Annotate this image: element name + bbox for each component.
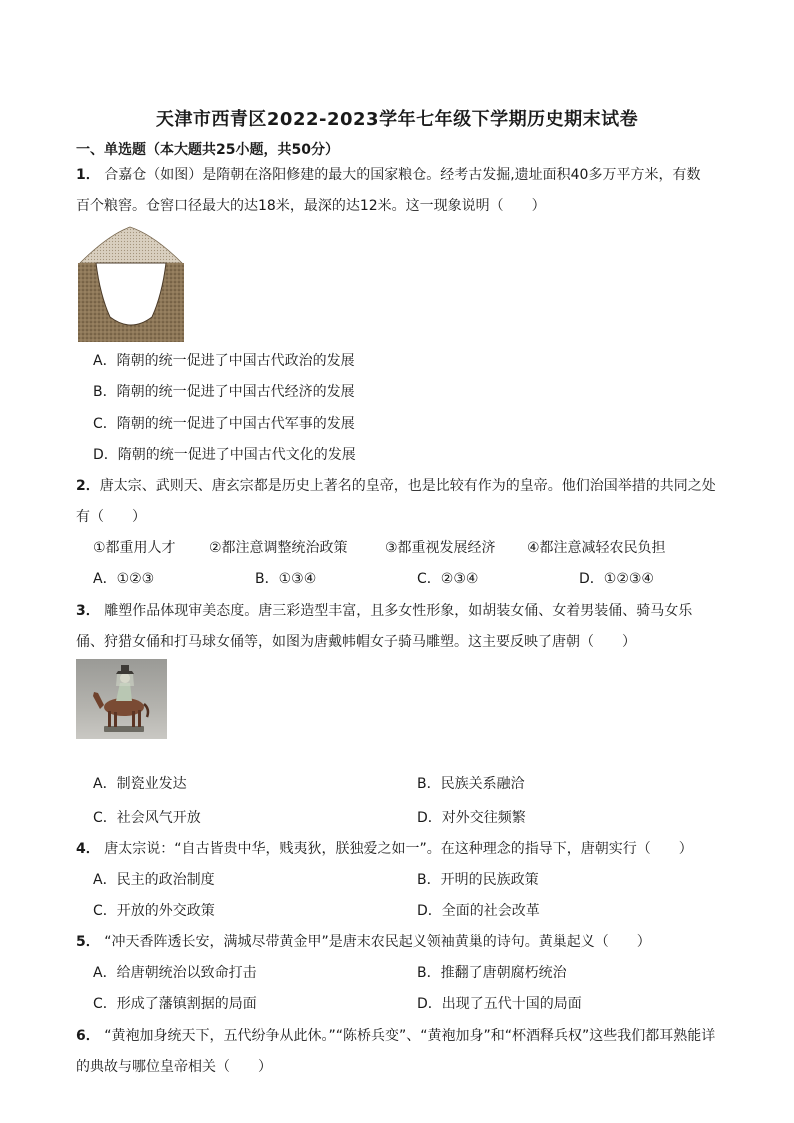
question-3-line-1	[76, 601, 692, 621]
question-number: 3．	[76, 603, 100, 619]
question-6-line-1	[76, 1026, 715, 1046]
option-1a: A．隋朝的统一促进了中国古代政治的发展	[93, 353, 355, 369]
question-4-line-1	[76, 839, 693, 859]
option-5b: B．推翻了唐朝腐朽统治	[417, 965, 567, 981]
option-2d: D．①②③④	[579, 571, 654, 587]
question-text: 合嘉仓（如图）是隋朝在洛阳修建的最大的国家粮仓。经考古发掘,遗址面积40多万平方米，有数	[104, 167, 701, 183]
statement-3: ③都重视发展经济	[385, 540, 496, 556]
question-number: 6．	[76, 1028, 100, 1044]
statement-4: ④都注意减轻农民负担	[527, 540, 666, 556]
option-4d: D．全面的社会改革	[417, 903, 540, 919]
option-5d: D．出现了五代十国的局面	[417, 996, 582, 1012]
question-text: “黄袍加身统天下，五代纷争从此休。”“陈桥兵变”、“黄袍加身”和“杯酒释兵权”这些我们都耳熟能详	[104, 1028, 716, 1044]
option-1c: C．隋朝的统一促进了中国古代军事的发展	[93, 416, 355, 432]
question-text: 唐太宗、武则天、唐玄宗都是历史上著名的皇帝，也是比较有作为的皇帝。他们治国举措的共同之处	[99, 478, 716, 494]
option-4c: C．开放的外交政策	[93, 903, 215, 919]
question-2-line-1	[76, 476, 716, 496]
option-4a: A．民主的政治制度	[93, 872, 215, 888]
question-5-line-1	[76, 932, 651, 952]
option-2a: A．①②③	[93, 571, 155, 587]
option-5c: C．形成了藩镇割据的局面	[93, 996, 257, 1012]
question-number: 2．	[76, 478, 100, 494]
question-text: 唐太宗说：“自古皆贵中华，贱夷狄，朕独爱之如一”。在这种理念的指导下，唐朝实行（ ）	[104, 841, 693, 857]
granary-illustration	[78, 225, 184, 342]
option-1d: D．隋朝的统一促进了中国古代文化的发展	[93, 447, 356, 463]
question-6-line-2: 的典故与哪位皇帝相关（ ）	[76, 1059, 272, 1075]
option-3a: A．制瓷业发达	[93, 776, 187, 792]
option-4b: B．开明的民族政策	[417, 872, 539, 888]
question-1-line-2: 百个粮窖。仓窖口径最大的达18米，最深的达12米。这一现象说明（ ）	[76, 198, 546, 214]
option-1b: B．隋朝的统一促进了中国古代经济的发展	[93, 384, 355, 400]
option-3c: C．社会风气开放	[93, 810, 201, 826]
question-2-line-2: 有（ ）	[76, 509, 146, 525]
question-number: 5．	[76, 934, 100, 950]
option-2c: C．②③④	[417, 571, 479, 587]
question-text: 雕塑作品体现审美态度。唐三彩造型丰富，且多女性形象，如胡装女俑、女着男装俑、骑马女乐	[104, 603, 693, 619]
tang-figurine-photo	[76, 659, 167, 739]
question-number: 1．	[76, 167, 100, 183]
exam-title: 天津市西青区2022-2023学年七年级下学期历史期末试卷	[155, 109, 639, 130]
section-heading: 一、单选题（本大题共25小题，共50分）	[76, 142, 339, 158]
question-3-line-2: 俑、狩猎女俑和打马球女俑等，如图为唐戴帏帽女子骑马雕塑。这主要反映了唐朝（ ）	[76, 634, 636, 650]
question-1-line-1	[76, 165, 700, 185]
option-3b: B．民族关系融洽	[417, 776, 525, 792]
option-5a: A．给唐朝统治以致命打击	[93, 965, 257, 981]
question-number: 4．	[76, 841, 100, 857]
statement-2: ②都注意调整统治政策	[209, 540, 348, 556]
option-2b: B．①③④	[255, 571, 317, 587]
question-text: “冲天香阵透长安，满城尽带黄金甲”是唐末农民起义领袖黄巢的诗句。黄巢起义（ ）	[104, 934, 651, 950]
option-3d: D．对外交往频繁	[417, 810, 526, 826]
statement-1: ①都重用人才	[93, 540, 176, 556]
